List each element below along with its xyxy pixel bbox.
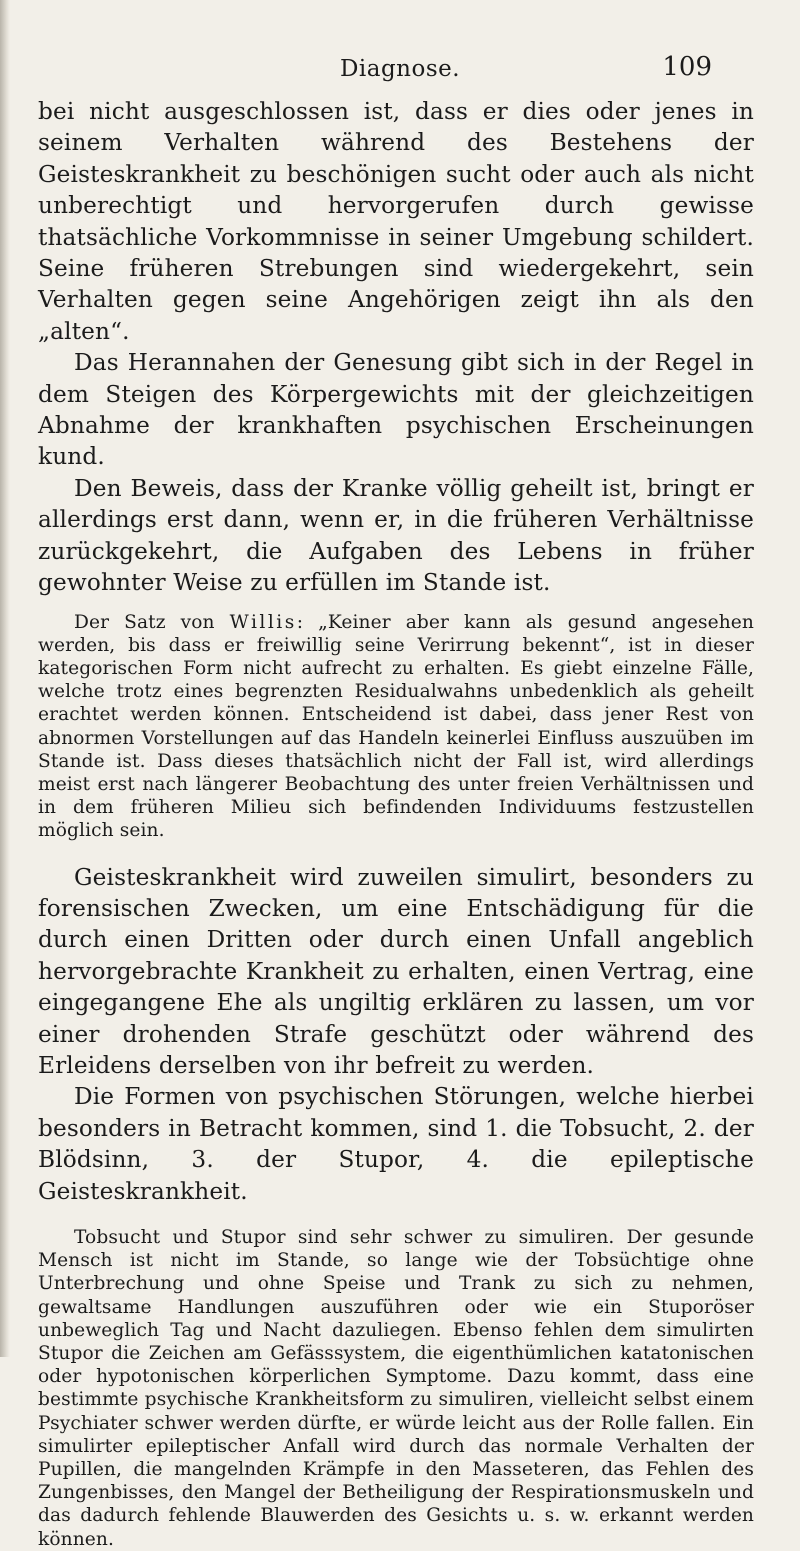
paragraph-beweis: Den Beweis, dass der Kranke völlig geheilt ist, bringt er allerdings erst dann, wenn er, in die früheren Verhältnisse zurückgekehrt, die Aufgaben des Lebens in früher gewohnter Weise zu erfüllen im Stande ist. — [38, 474, 754, 597]
page-header — [0, 52, 800, 92]
willis-note-after: : „Keiner aber kann als gesund angesehen werden, bis dass er freiwillig seine Verirrung bekennt“, ist in dieser kategorischen Form nicht aufrecht zu erhalten. Es giebt einzelne Fälle, welche trotz eines begrenzten Residualwahns unbedenklich als geheilt erachtet werden können. Entscheidend ist dabei, dass jener Rest von abnormen Vorstellungen auf das Handeln keinerlei Einfluss auszuüben im Stande ist. Dass dieses thatsächlich nicht der Fall ist, wird allerdings meist erst nach längerer Beobachtung des unter freien Verhältnissen und in dem früheren Milieu sich befindenden Individuums festzustellen möglich sein. — [38, 611, 754, 842]
page-number: 109 — [662, 52, 712, 82]
running-head: Diagnose. — [339, 56, 461, 82]
paragraph-simulation: Geisteskrankheit wird zuweilen simulirt, besonders zu forensischen Zwecken, um eine Entschädigung für die durch einen Dritten oder durch einen Unfall angeblich hervorgebrachte Krankheit zu erhalten, einen Vertrag, eine eingegangene Ehe als ungiltig erklären zu lassen, um vor einer drohenden Strafe geschützt oder während des Erleidens derselben von ihr befreit zu werden. — [38, 863, 754, 1079]
paragraph-formen: Die Formen von psychischen Störungen, welche hierbei besonders in Betracht kommen, sind 1. die Tobsucht, 2. der Blödsinn, 3. der Stupor, 4. die epileptische Geisteskrankheit. — [38, 1083, 754, 1205]
willis-note-before: Der Satz von — [74, 611, 230, 633]
paragraph-continuation: bei nicht ausgeschlossen ist, dass er dies oder jenes in seinem Verhalten während des Bestehens der Geisteskrankheit zu beschönigen sucht oder auch als nicht unberechtigt und hervorgerufen durch gewisse thatsächliche Vorkommnisse in seiner Umgebung schildert. Seine früheren Strebungen sind wiedergekehrt, sein Verhalten gegen seine Angehörigen zeigt ihn als den „alten“. — [38, 98, 754, 345]
page-body — [38, 96, 754, 1551]
author-name-willis: Willis — [229, 611, 297, 633]
paragraph-tobsucht-note: Tobsucht und Stupor sind sehr schwer zu simuliren. Der gesunde Mensch ist nicht im Stande, so lange wie der Tobsüchtige ohne Unterbrechung und ohne Speise und Trank zu sich zu nehmen, gewaltsame Handlungen auszuführen oder wie ein Stuporöser unbeweglich Tag und Nacht dazuliegen. Ebenso fehlen dem simulirten Stupor die Zeichen am Gefässsystem, die eigenthümlichen katatonischen oder hypotonischen körperlichen Symptome. Dazu kommt, dass eine bestimmte psychische Krankheitsform zu simuliren, vielleicht selbst einem Psychiater schwer werden dürfte, er würde leicht aus der Rolle fallen. Ein simulirter epileptischer Anfall wird durch das normale Verhalten der Pupillen, die mangelnden Krämpfe in den Masseteren, das Fehlen des Zungenbisses, den Mangel der Betheiligung der Respirationsmuskeln und das dadurch fehlende Blauwerden des Gesichts u. s. w. erkannt werden können. — [38, 1227, 754, 1550]
paragraph-willis-note — [38, 611, 754, 843]
page-gutter-shadow — [0, 0, 10, 1357]
paragraph-genesung: Das Herannahen der Genesung gibt sich in der Regel in dem Steigen des Körpergewichts mit der gleichzeitigen Abnahme der krankhaften psychischen Erscheinungen kund. — [38, 349, 754, 471]
